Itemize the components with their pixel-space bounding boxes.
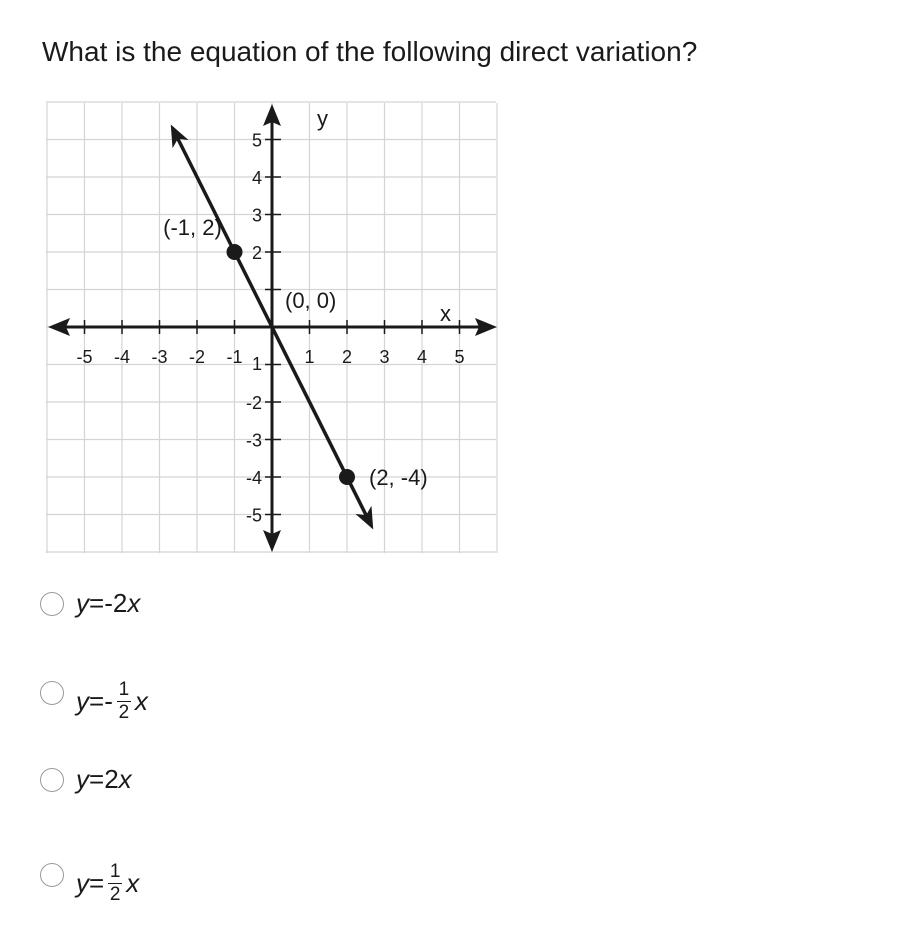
x-tick-label: -3: [151, 347, 168, 367]
eq-a-equals: =: [89, 588, 105, 618]
y-tick-label: 3: [251, 205, 262, 226]
x-tick-label: 1: [304, 347, 315, 367]
x-tick-label: 2: [341, 347, 353, 367]
choice-d[interactable]: [40, 844, 139, 905]
y-tick-label: 2: [251, 243, 262, 263]
x-tick-label: -5: [76, 347, 93, 367]
radio-choice-a[interactable]: [40, 592, 64, 616]
radio-choice-d[interactable]: [40, 863, 64, 887]
choice-c[interactable]: [40, 764, 132, 795]
data-point: [339, 469, 355, 485]
choice-a[interactable]: [40, 588, 140, 619]
radio-choice-b[interactable]: [40, 681, 64, 705]
eq-d-lhs: y: [76, 868, 89, 898]
eq-d-var: x: [126, 868, 140, 898]
eq-d-denominator: 2: [109, 884, 121, 905]
y-tick-label: -5: [245, 505, 262, 526]
eq-d-fraction: [108, 862, 122, 905]
eq-b-equals: =: [89, 686, 105, 716]
x-tick-label: -4: [113, 347, 131, 367]
eq-b-var: x: [134, 686, 148, 716]
eq-d-numerator: 1: [109, 861, 121, 882]
eq-b-numerator: 1: [118, 679, 130, 700]
x-tick-label: 3: [379, 347, 390, 367]
x-axis-label: x: [440, 301, 451, 326]
eq-c-equals: =: [89, 764, 105, 794]
eq-d-equals: =: [89, 868, 105, 898]
y-tick-label: 1: [251, 354, 262, 374]
choice-b[interactable]: [40, 662, 148, 723]
point-label: (-1, 2): [163, 215, 222, 240]
equation-a: [76, 588, 140, 619]
eq-c-var: x: [118, 764, 132, 794]
eq-b-lhs: y: [76, 686, 89, 716]
question-text: What is the equation of the following direct variation?: [42, 36, 698, 67]
eq-b-fraction: [117, 680, 131, 723]
equation-b: [76, 680, 148, 723]
point-label: (2, -4): [369, 465, 428, 490]
y-tick-label: 4: [251, 168, 262, 188]
eq-c-coef: 2: [104, 764, 119, 794]
y-tick-label: -3: [245, 430, 262, 451]
eq-a-lhs: y: [76, 588, 89, 618]
equation-c: [76, 764, 132, 795]
y-tick-label: -2: [245, 393, 262, 413]
x-tick-label: -1: [226, 347, 243, 367]
point-label: (0, 0): [285, 288, 337, 313]
eq-a-coef: 2: [112, 588, 128, 618]
y-tick-label: -4: [245, 468, 262, 488]
eq-a-var: x: [127, 588, 141, 618]
eq-c-lhs: y: [76, 764, 89, 794]
y-axis-label: y: [317, 106, 328, 131]
y-tick-label: 5: [251, 130, 262, 151]
eq-a-sign: -: [104, 588, 113, 618]
data-point: [227, 244, 243, 260]
radio-choice-c[interactable]: [40, 768, 64, 792]
eq-b-denominator: 2: [118, 702, 130, 723]
eq-b-sign: -: [104, 686, 113, 716]
x-tick-label: 5: [454, 347, 465, 367]
x-tick-label: 4: [416, 347, 428, 367]
equation-d: [76, 862, 139, 905]
x-tick-label: -2: [188, 347, 206, 367]
